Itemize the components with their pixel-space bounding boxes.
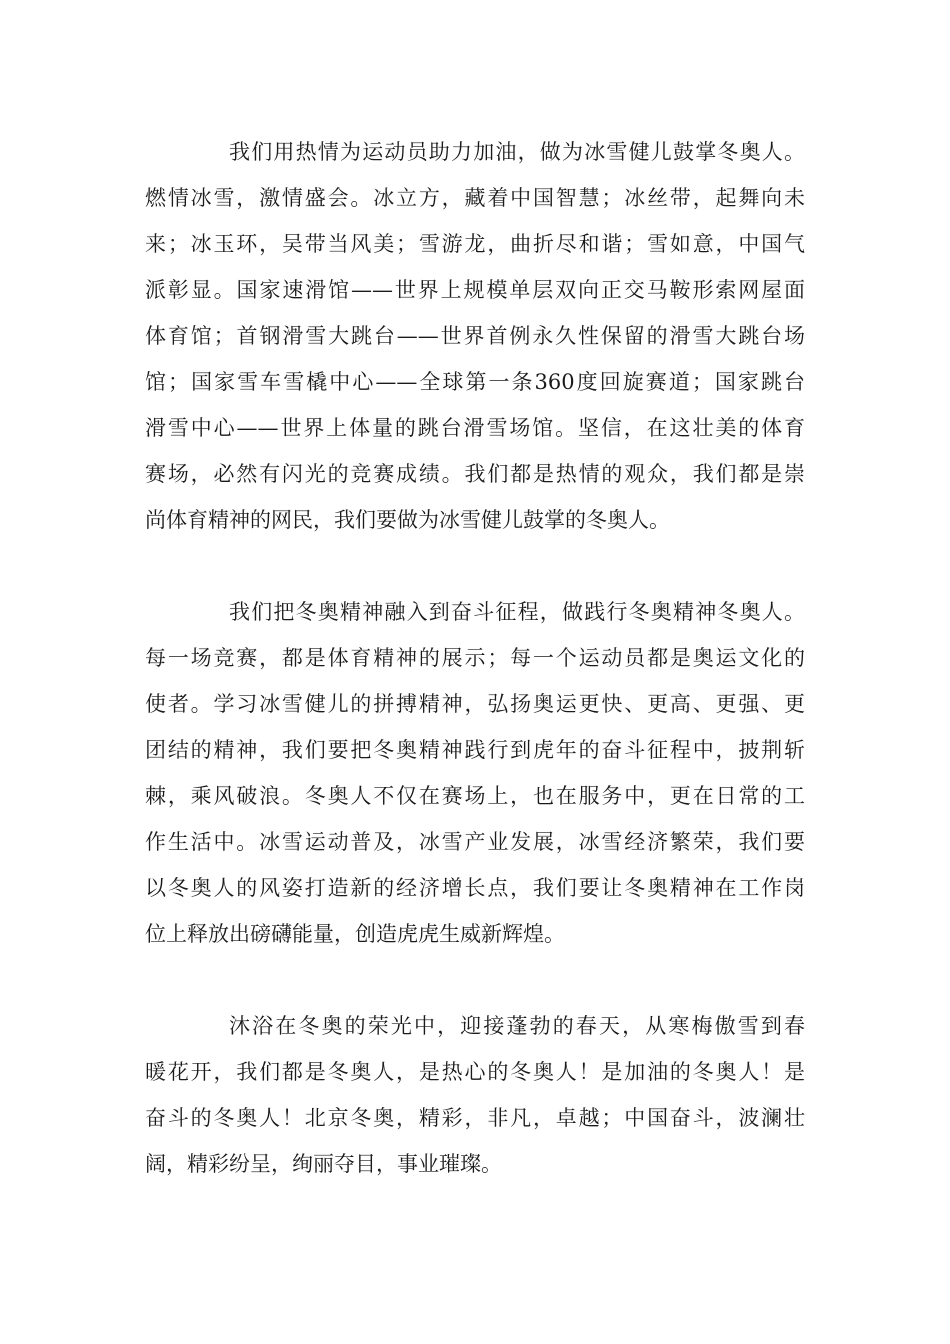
paragraph-1 [145,129,805,543]
paragraph-line: 棘，乘风破浪。冬奥人不仅在赛场上，也在服务中，更在日常的工 [145,784,805,808]
paragraph-line: 每一场竞赛，都是体育精神的展示；每一个运动员都是奥运文化的 [145,646,805,670]
paragraph-line: 尚体育精神的网民，我们要做为冰雪健儿鼓掌的冬奥人。 [145,508,670,532]
paragraph-line: 馆；国家雪车雪橇中心——全球第一条360度回旋赛道；国家跳台 [145,370,805,394]
paragraph-line: 团结的精神，我们要把冬奥精神践行到虎年的奋斗征程中，披荆斩 [145,738,805,762]
paragraph-line: 暖花开，我们都是冬奥人，是热心的冬奥人！是加油的冬奥人！是 [145,1060,805,1084]
paragraph-line: 派彰显。国家速滑馆——世界上规模单层双向正交马鞍形索网屋面 [145,278,805,302]
paragraph-line: 沐浴在冬奥的荣光中，迎接蓬勃的春天，从寒梅傲雪到春 [229,1014,805,1038]
paragraph-line: 以冬奥人的风姿打造新的经济增长点，我们要让冬奥精神在工作岗 [145,876,805,900]
paragraph-2 [145,589,805,957]
paragraph-line: 体育馆；首钢滑雪大跳台——世界首例永久性保留的滑雪大跳台场 [145,324,805,348]
paragraph-line: 滑雪中心——世界上体量的跳台滑雪场馆。坚信，在这壮美的体育 [145,416,805,440]
paragraph-3 [145,1003,805,1187]
paragraph-line: 我们把冬奥精神融入到奋斗征程，做践行冬奥精神冬奥人。 [229,600,805,624]
paragraph-line: 来；冰玉环，吴带当风美；雪游龙，曲折尽和谐；雪如意，中国气 [145,232,805,256]
paragraph-line: 位上释放出磅礴能量，创造虎虎生威新辉煌。 [145,922,565,946]
paragraph-line: 作生活中。冰雪运动普及，冰雪产业发展，冰雪经济繁荣，我们要 [145,830,805,854]
paragraph-line: 阔，精彩纷呈，绚丽夺目，事业璀璨。 [145,1152,502,1176]
paragraph-line: 使者。学习冰雪健儿的拼搏精神，弘扬奥运更快、更高、更强、更 [145,692,805,716]
paragraph-line: 奋斗的冬奥人！北京冬奥，精彩，非凡，卓越；中国奋斗，波澜壮 [145,1106,805,1130]
paragraph-line: 我们用热情为运动员助力加油，做为冰雪健儿鼓掌冬奥人。 [229,140,805,164]
paragraph-line: 燃情冰雪，激情盛会。冰立方，藏着中国智慧；冰丝带，起舞向未 [145,186,805,210]
paragraph-line: 赛场，必然有闪光的竞赛成绩。我们都是热情的观众，我们都是崇 [145,462,805,486]
